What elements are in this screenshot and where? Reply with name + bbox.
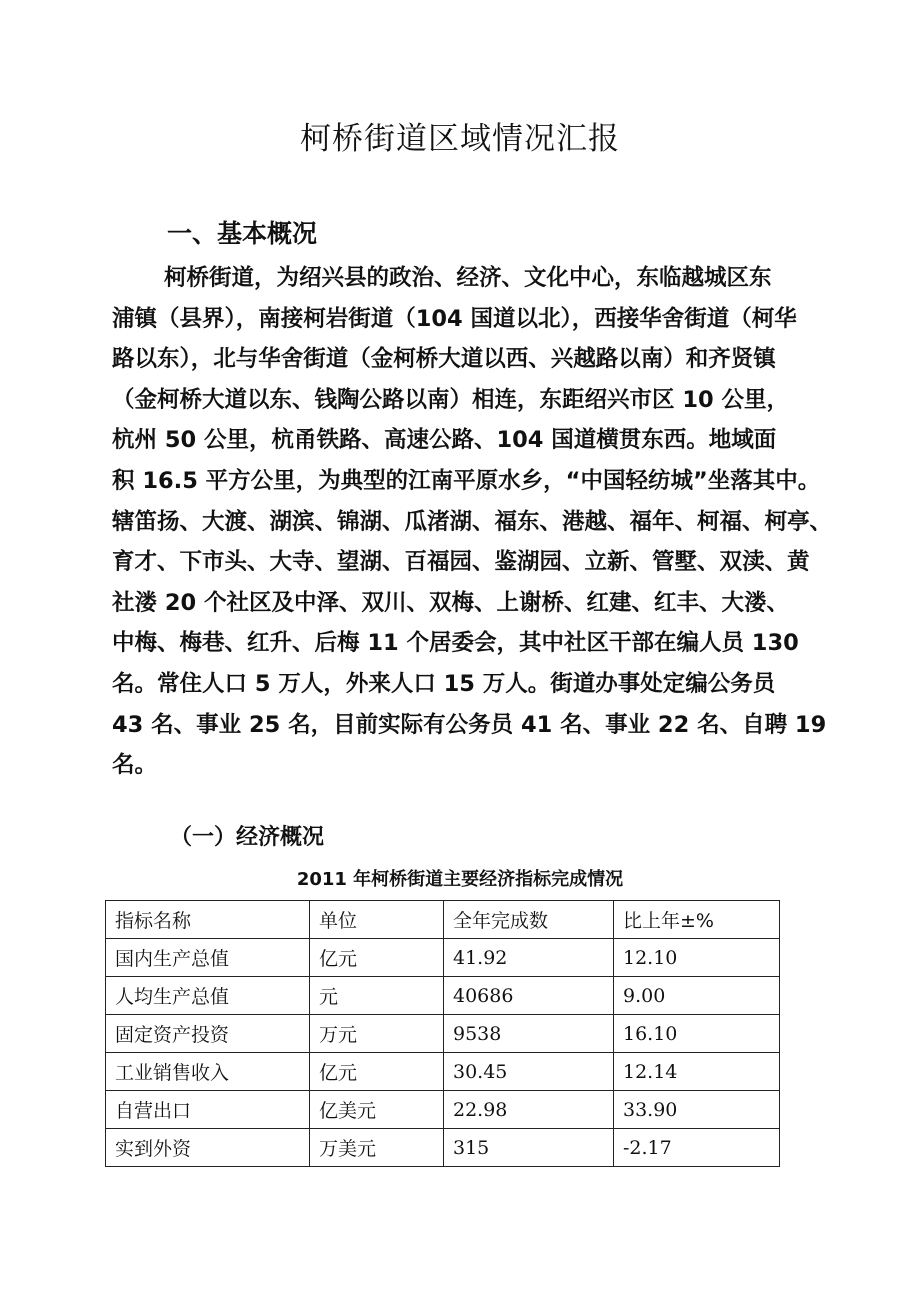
subsection-heading-economy: （一）经济概况 [170,825,325,850]
table-row [106,1015,780,1053]
paragraph-line: 路以东），北与华舍街道（金柯桥大道以西、兴越路以南）和齐贤镇 [112,346,776,373]
cell-yoy-change: 33.90 [614,1091,780,1129]
section-heading-basic-overview: 一、基本概况 [167,219,318,248]
cell-annual-value: 9538 [444,1015,614,1053]
paragraph-line: 积 16.5 平方公里，为典型的江南平原水乡，“中国轻纺城”坐落其中。 [112,467,821,494]
paragraph-line: 柯桥街道，为绍兴县的政治、经济、文化中心，东临越城区东 [164,265,772,291]
paragraph-line: 育才、下市头、大寺、望湖、百福园、鉴湖园、立新、管墅、双渎、黄 [112,549,810,576]
paragraph-line: 杭州 50 公里，杭甬铁路、高速公路、104 国道横贯东西。地域面 [112,427,777,454]
header-cell: 指标名称 [106,901,310,939]
paragraph-line: 名。常住人口 5 万人，外来人口 15 万人。街道办事处定编公务员 [112,670,776,697]
paragraph-line: 浦镇（县界），南接柯岩街道（104 国道以北），西接华舍街道（柯华 [112,305,797,332]
economic-indicators-table [105,900,780,1167]
cell-indicator: 工业销售收入 [106,1053,310,1091]
cell-unit: 亿元 [310,939,444,977]
cell-unit: 亿美元 [310,1091,444,1129]
cell-indicator: 自营出口 [106,1091,310,1129]
paragraph-line: 社溇 20 个社区及中泽、双川、双梅、上谢桥、红建、红丰、大溇、 [112,589,789,616]
table-row [106,1129,780,1167]
paragraph-line: 名。 [112,752,158,779]
header-cell: 单位 [310,901,444,939]
table-header-row [106,901,780,939]
paragraph-line: 43 名、事业 25 名，目前实际有公务员 41 名、事业 22 名、自聘 19 [112,711,827,738]
cell-yoy-change: 12.10 [614,939,780,977]
cell-indicator: 国内生产总值 [106,939,310,977]
table-caption: 2011 年柯桥街道主要经济指标完成情况 [296,869,624,890]
cell-unit: 万美元 [310,1129,444,1167]
cell-yoy-change: -2.17 [614,1129,780,1167]
cell-indicator: 实到外资 [106,1129,310,1167]
cell-yoy-change: 16.10 [614,1015,780,1053]
cell-annual-value: 315 [444,1129,614,1167]
overview-paragraph [112,258,833,786]
paragraph-line: （金柯桥大道以东、钱陶公路以南）相连，东距绍兴市区 10 公里， [112,386,789,413]
cell-annual-value: 30.45 [444,1053,614,1091]
header-cell: 比上年±% [614,901,780,939]
table-row [106,1053,780,1091]
table-row [106,939,780,977]
cell-indicator: 固定资产投资 [106,1015,310,1053]
cell-unit: 元 [310,977,444,1015]
table-row [106,1091,780,1129]
cell-unit: 万元 [310,1015,444,1053]
cell-annual-value: 41.92 [444,939,614,977]
table-row [106,977,780,1015]
cell-unit: 亿元 [310,1053,444,1091]
cell-annual-value: 22.98 [444,1091,614,1129]
cell-indicator: 人均生产总值 [106,977,310,1015]
header-cell: 全年完成数 [444,901,614,939]
cell-yoy-change: 12.14 [614,1053,780,1091]
document-title: 柯桥街道区域情况汇报 [300,121,620,157]
cell-annual-value: 40686 [444,977,614,1015]
cell-yoy-change: 9.00 [614,977,780,1015]
paragraph-line: 中梅、梅巷、红升、后梅 11 个居委会，其中社区干部在编人员 130 [112,630,799,657]
paragraph-line: 辖笛扬、大渡、湖滨、锦湖、瓜渚湖、福东、港越、福年、柯福、柯亭、 [112,508,833,535]
